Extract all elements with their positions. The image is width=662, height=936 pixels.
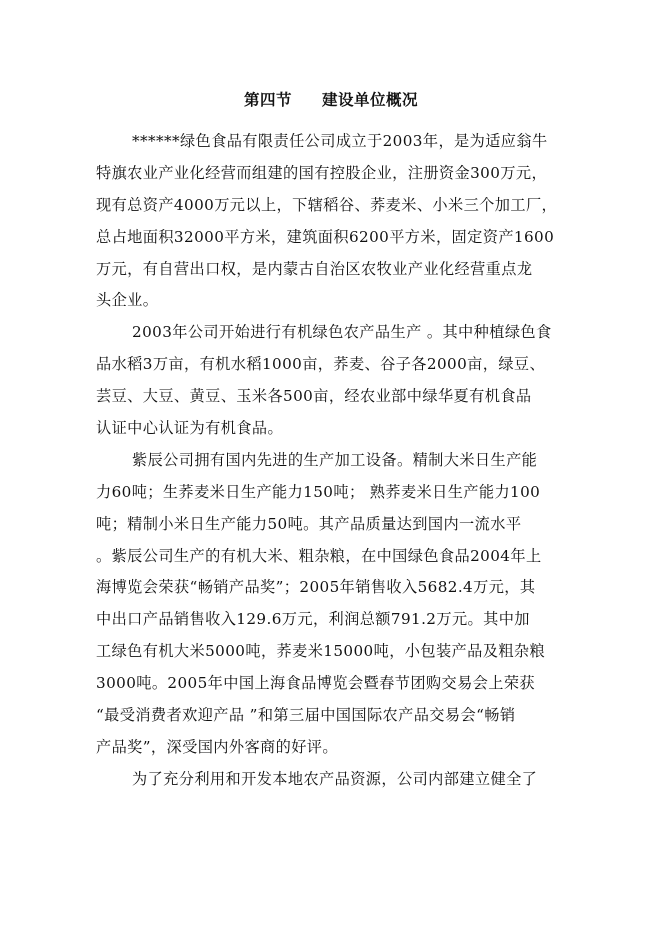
text-line: “最受消费者欢迎产品 ”和第三届中国国际农产品交易会“畅销 — [96, 706, 516, 725]
section-number: 第四节 — [243, 91, 292, 109]
text-line: 品水稻3万亩，有机水稻1000亩，荞麦、谷子各2000亩，绿豆、 — [96, 355, 546, 374]
section-title: 建设单位概况 — [322, 91, 419, 109]
text-line: 海博览会荣获“畅销产品奖”；2005年销售收入5682.4万元，其 — [96, 578, 536, 597]
text-line: 总占地面积32000平方米，建筑面积6200平方米，固定资产1600 — [96, 227, 555, 246]
text-line: 万元，有自营出口权，是内蒙古自治区农牧业产业化经营重点龙 — [96, 259, 533, 278]
text-line: 芸豆、大豆、黄豆、玉米各500亩，经农业部中绿华夏有机食品 — [96, 387, 532, 406]
text-line: 认证中心认证为有机食品。 — [96, 419, 284, 438]
text-line: 紫辰公司拥有国内先进的生产加工设备。精制大米日生产能 — [132, 450, 538, 469]
text-line: 为了充分利用和开发本地农产品资源，公司内部建立健全了 — [132, 769, 538, 788]
text-line: 工绿色有机大米5000吨，荞麦米15000吨，小包装产品及粗杂粮 — [96, 642, 546, 661]
text-line: ******绿色食品有限责任公司成立于2003年，是为适应翁牛 — [132, 132, 548, 150]
text-line: 现有总资产4000万元以上，下辖稻谷、荞麦米、小米三个加工厂， — [96, 195, 558, 214]
text-line: 产品奖”，深受国内外客商的好评。 — [96, 737, 338, 756]
text-line: 吨；精制小米日生产能力50吨。其产品质量达到国内一流水平 — [96, 514, 522, 533]
text-line: 头企业。 — [96, 291, 159, 310]
section-heading — [0, 88, 662, 110]
text-line: 特旗农业产业化经营而组建的国有控股企业，注册资金300万元， — [96, 163, 548, 182]
text-line: 力60吨；生荞麦米日生产能力150吨； 熟荞麦米日生产能力100 — [96, 482, 541, 501]
text-line: 中出口产品销售收入129.6万元，利润总额791.2万元。其中加 — [96, 610, 530, 629]
text-line: 2003年公司开始进行有机绿色农产品生产 。其中种植绿色食 — [132, 323, 552, 342]
text-line: 3000吨。2005年中国上海食品博览会暨春节团购交易会上荣获 — [96, 674, 536, 693]
text-line: 。紫辰公司生产的有机大米、粗杂粮，在中国绿色食品2004年上 — [96, 546, 542, 565]
body-text — [96, 126, 576, 796]
